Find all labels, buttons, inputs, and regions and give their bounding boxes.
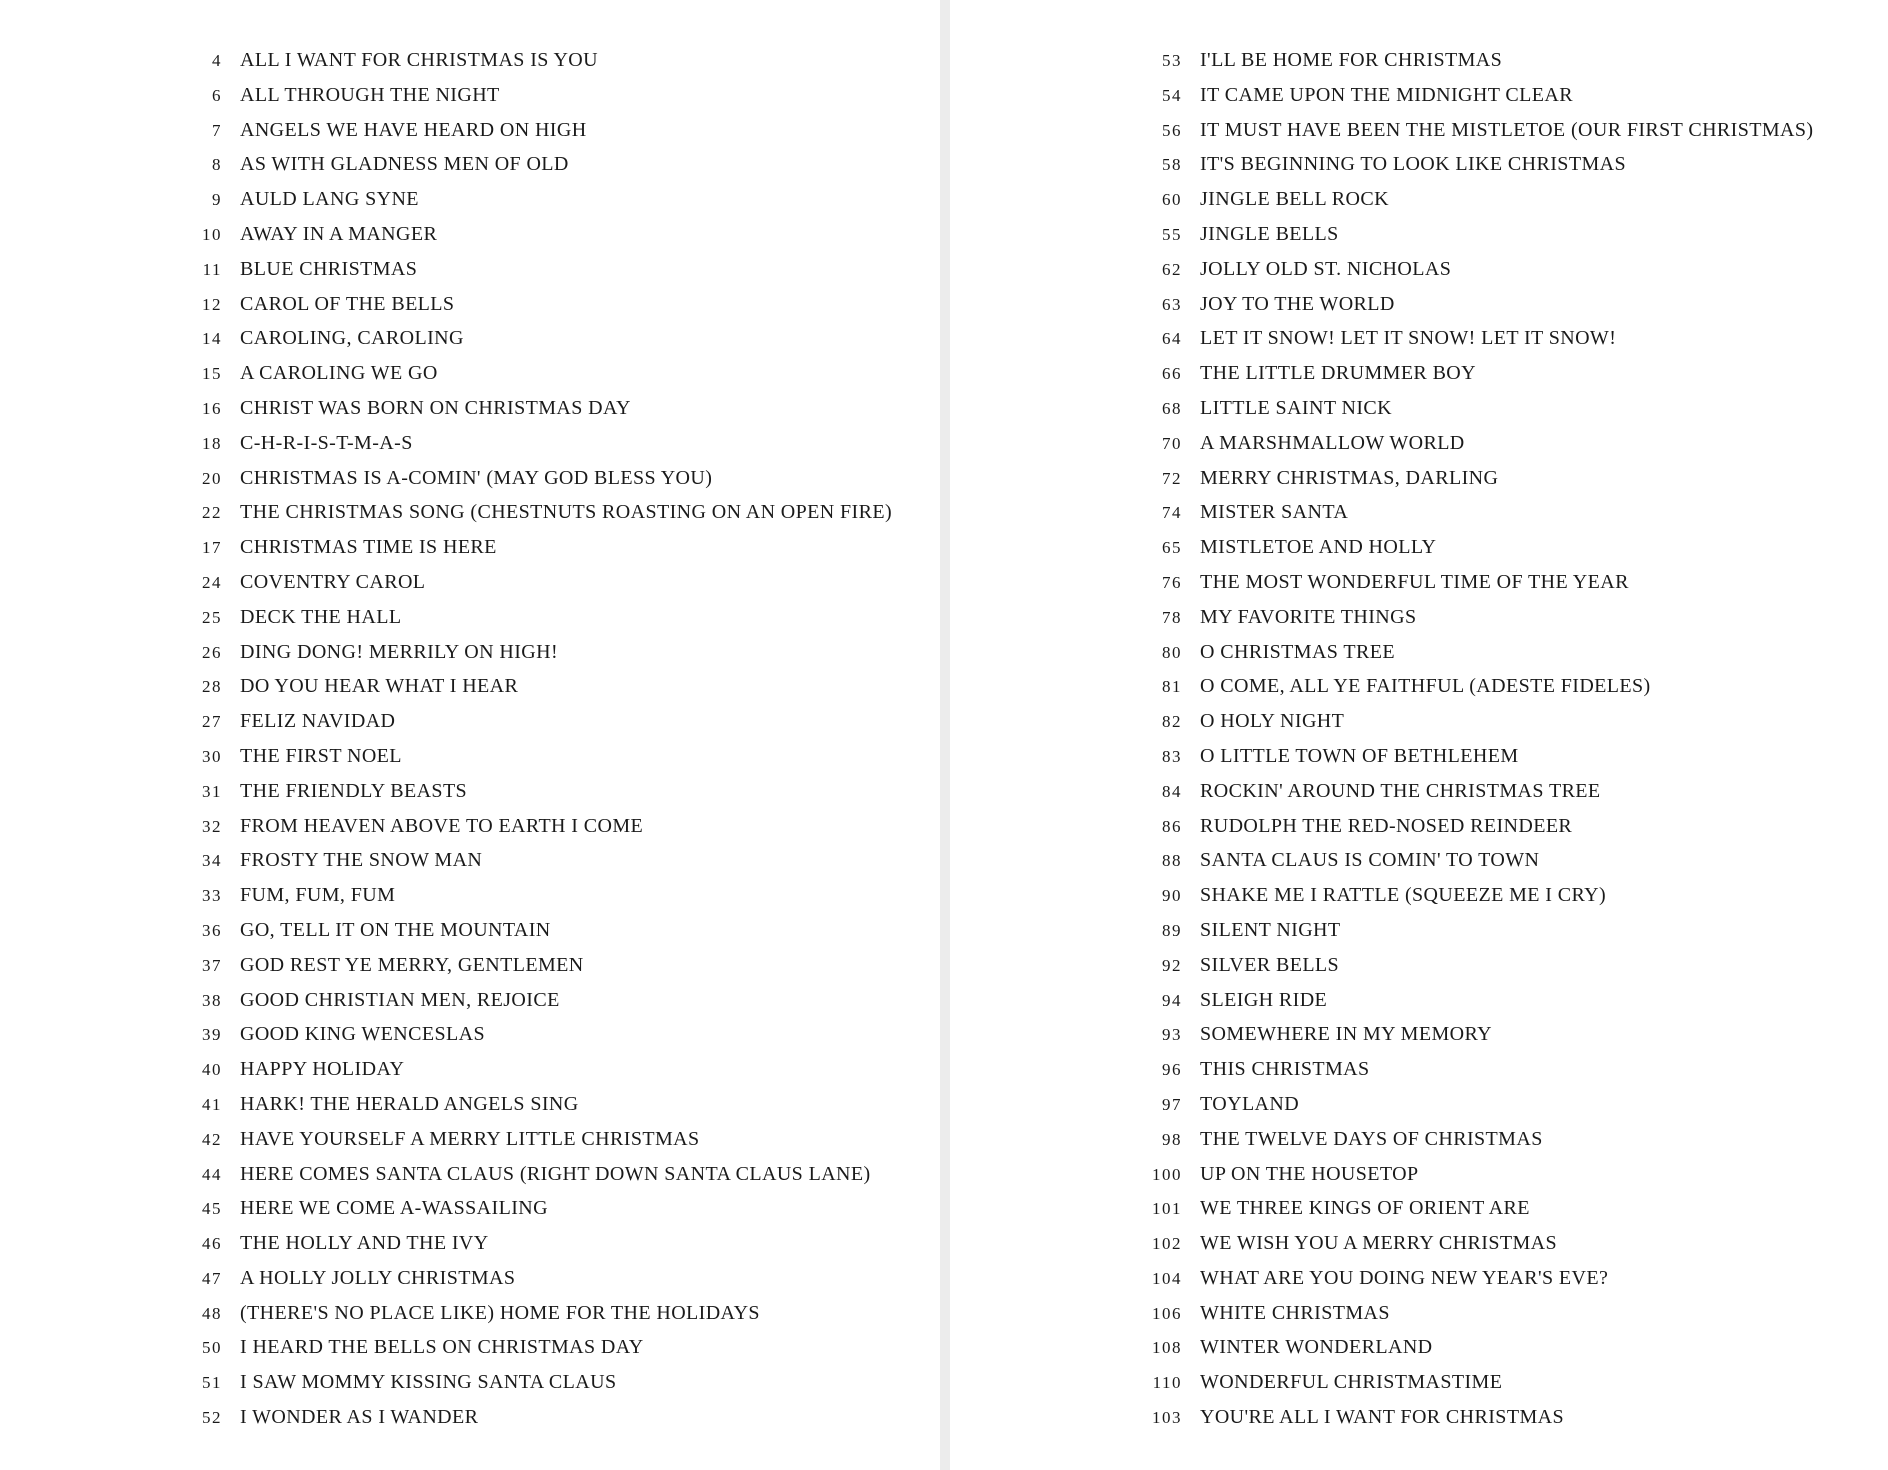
toc-entry[interactable] [180, 983, 892, 1018]
toc-entry[interactable] [1140, 356, 1813, 391]
toc-entry[interactable] [1140, 182, 1813, 217]
toc-song-title: AULD LANG SYNE [240, 188, 419, 211]
toc-song-title: A HOLLY JOLLY CHRISTMAS [240, 1266, 516, 1289]
toc-page-number: 70 [1162, 433, 1182, 453]
toc-page-number: 38 [202, 990, 222, 1010]
toc-song-title: COVENTRY CAROL [240, 570, 426, 593]
toc-song-title: FROSTY THE SNOW MAN [240, 849, 483, 872]
toc-entry[interactable] [180, 913, 892, 948]
toc-song-title: JOLLY OLD ST. NICHOLAS [1200, 257, 1452, 280]
toc-entry[interactable] [1140, 426, 1813, 461]
toc-page-number: 20 [202, 468, 222, 488]
toc-page-number: 47 [202, 1268, 222, 1288]
toc-song-title: THE FIRST NOEL [240, 744, 402, 767]
toc-page-number: 40 [202, 1060, 222, 1080]
toc-page-number: 98 [1162, 1129, 1182, 1149]
toc-page-number: 17 [202, 538, 222, 558]
toc-song-title: CAROLING, CAROLING [240, 327, 464, 350]
toc-page-number: 66 [1162, 364, 1182, 384]
toc-entry[interactable] [1140, 739, 1813, 774]
toc-page-number: 86 [1162, 816, 1182, 836]
toc-entry[interactable] [1140, 913, 1813, 948]
toc-page-number: 83 [1162, 746, 1182, 766]
toc-entry[interactable] [180, 1052, 892, 1087]
toc-song-title: THIS CHRISTMAS [1200, 1058, 1370, 1081]
toc-page-number: 12 [202, 294, 222, 314]
toc-entry[interactable] [1140, 1052, 1813, 1087]
toc-entry[interactable] [180, 948, 892, 983]
toc-entry[interactable] [180, 495, 892, 530]
toc-entry[interactable] [180, 843, 892, 878]
toc-song-title: HAVE YOURSELF A MERRY LITTLE CHRISTMAS [240, 1127, 700, 1150]
toc-entry[interactable] [180, 704, 892, 739]
toc-song-title: SLEIGH RIDE [1200, 988, 1328, 1011]
toc-song-title: C-H-R-I-S-T-M-A-S [240, 431, 413, 454]
toc-song-title: ALL I WANT FOR CHRISTMAS IS YOU [240, 49, 598, 71]
toc-page-number: 94 [1162, 990, 1182, 1010]
toc-song-title: O COME, ALL YE FAITHFUL (ADESTE FIDELES) [1200, 675, 1651, 698]
toc-song-title: A MARSHMALLOW WORLD [1200, 431, 1465, 454]
toc-song-title: DECK THE HALL [240, 605, 402, 628]
toc-song-title: SHAKE ME I RATTLE (SQUEEZE ME I CRY) [1200, 884, 1607, 907]
toc-page-number: 10 [202, 224, 222, 244]
toc-entry[interactable] [180, 600, 892, 635]
toc-page-number: 102 [1152, 1234, 1182, 1254]
toc-song-title: CAROL OF THE BELLS [240, 292, 455, 315]
toc-page-number: 78 [1162, 607, 1182, 627]
toc-entry[interactable] [1140, 43, 1813, 78]
toc-entry[interactable] [1140, 530, 1813, 565]
toc-entry[interactable] [180, 878, 892, 913]
toc-page-number: 55 [1162, 224, 1182, 244]
toc-page-number: 54 [1162, 85, 1182, 105]
toc-entry[interactable] [180, 1400, 892, 1435]
toc-song-title: THE LITTLE DRUMMER BOY [1200, 362, 1476, 385]
toc-song-title: UP ON THE HOUSETOP [1200, 1162, 1419, 1185]
toc-entry[interactable] [180, 1191, 892, 1226]
toc-entry[interactable] [1140, 1261, 1813, 1296]
toc-entry[interactable] [1140, 1017, 1813, 1052]
toc-song-title: HERE COMES SANTA CLAUS (RIGHT DOWN SANTA CLAUS LANE) [240, 1162, 871, 1185]
toc-page-number: 96 [1162, 1060, 1182, 1080]
toc-entry[interactable] [180, 530, 892, 565]
toc-song-title: A CAROLING WE GO [240, 362, 438, 385]
toc-song-title: O LITTLE TOWN OF BETHLEHEM [1200, 744, 1519, 767]
toc-entry[interactable] [1140, 1330, 1813, 1365]
toc-entry[interactable] [1140, 669, 1813, 704]
toc-song-title: THE MOST WONDERFUL TIME OF THE YEAR [1200, 570, 1629, 593]
toc-page-number: 8 [212, 155, 222, 175]
toc-song-title: MISTER SANTA [1200, 501, 1349, 524]
toc-page-number: 27 [202, 712, 222, 732]
toc-song-title: FUM, FUM, FUM [240, 884, 396, 907]
toc-song-title: LET IT SNOW! LET IT SNOW! LET IT SNOW! [1200, 327, 1617, 350]
toc-page-number: 64 [1162, 329, 1182, 349]
toc-entry[interactable] [180, 1365, 892, 1400]
toc-page-number: 28 [202, 677, 222, 697]
toc-song-title: GOOD KING WENCESLAS [240, 1023, 486, 1046]
toc-entry[interactable] [180, 78, 892, 113]
toc-entry[interactable] [1140, 287, 1813, 322]
toc-song-title: FROM HEAVEN ABOVE TO EARTH I COME [240, 814, 644, 837]
toc-page-number: 32 [202, 816, 222, 836]
toc-entry[interactable] [180, 669, 892, 704]
toc-song-title: MISTLETOE AND HOLLY [1200, 536, 1437, 559]
toc-page-number: 65 [1162, 538, 1182, 558]
toc-entry[interactable] [180, 809, 892, 844]
toc-list-right [1140, 43, 1813, 1435]
toc-song-title: FELIZ NAVIDAD [240, 710, 396, 733]
toc-page-number: 24 [202, 572, 222, 592]
toc-song-title: I HEARD THE BELLS ON CHRISTMAS DAY [240, 1336, 644, 1359]
toc-page-number: 76 [1162, 572, 1182, 592]
toc-entry[interactable] [180, 1330, 892, 1365]
toc-entry[interactable] [180, 1261, 892, 1296]
toc-entry[interactable] [1140, 1296, 1813, 1331]
toc-entry[interactable] [1140, 78, 1813, 113]
toc-entry[interactable] [1140, 948, 1813, 983]
toc-page-number: 63 [1162, 294, 1182, 314]
toc-song-title: WE WISH YOU A MERRY CHRISTMAS [1200, 1232, 1558, 1255]
toc-page-number: 80 [1162, 642, 1182, 662]
toc-page-number: 36 [202, 920, 222, 940]
toc-entry[interactable] [180, 1122, 892, 1157]
toc-page-number: 62 [1162, 259, 1182, 279]
toc-page-number: 58 [1162, 155, 1182, 175]
toc-page-number: 101 [1152, 1199, 1182, 1219]
toc-entry[interactable] [180, 356, 892, 391]
toc-entry[interactable] [1140, 391, 1813, 426]
toc-page-number: 9 [212, 190, 222, 210]
toc-page-number: 100 [1152, 1164, 1182, 1184]
toc-entry[interactable] [1140, 147, 1813, 182]
toc-song-title: O HOLY NIGHT [1200, 710, 1345, 733]
page-gutter [940, 0, 950, 1470]
toc-page-number: 89 [1162, 920, 1182, 940]
toc-song-title: MERRY CHRISTMAS, DARLING [1200, 466, 1499, 489]
toc-entry[interactable] [1140, 1400, 1813, 1435]
toc-page-number: 45 [202, 1199, 222, 1219]
toc-page-number: 93 [1162, 1025, 1182, 1045]
toc-song-title: HARK! THE HERALD ANGELS SING [240, 1092, 579, 1115]
toc-page-number: 74 [1162, 503, 1182, 523]
toc-page-number: 52 [202, 1408, 222, 1428]
toc-song-title: SOMEWHERE IN MY MEMORY [1200, 1023, 1492, 1046]
toc-entry[interactable] [180, 217, 892, 252]
toc-entry[interactable] [180, 1157, 892, 1192]
toc-entry[interactable] [180, 1226, 892, 1261]
toc-page-number: 26 [202, 642, 222, 662]
toc-entry[interactable] [1140, 843, 1813, 878]
toc-entry[interactable] [1140, 704, 1813, 739]
toc-page-number: 31 [202, 781, 222, 801]
toc-page-number: 108 [1152, 1338, 1182, 1358]
toc-entry[interactable] [180, 635, 892, 670]
toc-page-number: 51 [202, 1373, 222, 1393]
toc-song-title: ROCKIN' AROUND THE CHRISTMAS TREE [1200, 779, 1601, 802]
toc-song-title: WONDERFUL CHRISTMASTIME [1200, 1371, 1503, 1394]
toc-entry[interactable] [180, 1087, 892, 1122]
toc-song-title: WHAT ARE YOU DOING NEW YEAR'S EVE? [1200, 1266, 1609, 1289]
toc-song-title: WINTER WONDERLAND [1200, 1336, 1433, 1359]
toc-entry[interactable] [180, 461, 892, 496]
toc-song-title: YOU'RE ALL I WANT FOR CHRISTMAS [1200, 1406, 1565, 1429]
toc-song-title: JINGLE BELL ROCK [1200, 188, 1389, 211]
toc-page-number: 82 [1162, 712, 1182, 732]
toc-song-title: IT MUST HAVE BEEN THE MISTLETOE (OUR FIRST CHRISTMAS) [1200, 118, 1814, 141]
toc-entry[interactable] [180, 182, 892, 217]
toc-song-title: AS WITH GLADNESS MEN OF OLD [240, 153, 569, 176]
right-page [950, 0, 1888, 1470]
toc-entry[interactable] [180, 252, 892, 287]
toc-song-title: JOY TO THE WORLD [1200, 292, 1395, 315]
toc-song-title: CHRIST WAS BORN ON CHRISTMAS DAY [240, 396, 631, 419]
toc-entry[interactable] [180, 391, 892, 426]
toc-page-number: 56 [1162, 120, 1182, 140]
toc-page-number: 25 [202, 607, 222, 627]
toc-entry[interactable] [180, 739, 892, 774]
toc-song-title: WE THREE KINGS OF ORIENT ARE [1200, 1197, 1530, 1220]
toc-song-title: (THERE'S NO PLACE LIKE) HOME FOR THE HOLIDAYS [240, 1301, 760, 1324]
toc-entry[interactable] [1140, 1365, 1813, 1400]
toc-page-number: 39 [202, 1025, 222, 1045]
toc-page-number: 34 [202, 851, 222, 871]
toc-page-number: 15 [202, 364, 222, 384]
toc-entry[interactable] [180, 426, 892, 461]
toc-entry[interactable] [180, 113, 892, 148]
toc-page-number: 60 [1162, 190, 1182, 210]
toc-entry[interactable] [180, 565, 892, 600]
toc-page-number: 103 [1152, 1408, 1182, 1428]
toc-page-number: 92 [1162, 955, 1182, 975]
toc-entry[interactable] [180, 287, 892, 322]
toc-page-number: 106 [1152, 1303, 1182, 1323]
toc-song-title: I WONDER AS I WANDER [240, 1406, 479, 1429]
toc-song-title: THE CHRISTMAS SONG (CHESTNUTS ROASTING ON AN OPEN FIRE) [240, 501, 893, 524]
toc-page-number: 88 [1162, 851, 1182, 871]
toc-entry[interactable] [1140, 983, 1813, 1018]
toc-entry[interactable] [1140, 635, 1813, 670]
toc-entry[interactable] [1140, 252, 1813, 287]
toc-song-title: RUDOLPH THE RED-NOSED REINDEER [1200, 814, 1573, 837]
toc-song-title: GOD REST YE MERRY, GENTLEMEN [240, 953, 584, 976]
toc-page-number: 33 [202, 886, 222, 906]
left-page [0, 0, 940, 1470]
toc-entry[interactable] [1140, 461, 1813, 496]
toc-page-number: 37 [202, 955, 222, 975]
toc-entry[interactable] [1140, 217, 1813, 252]
toc-song-title: GOOD CHRISTIAN MEN, REJOICE [240, 988, 560, 1011]
toc-entry[interactable] [1140, 600, 1813, 635]
toc-entry[interactable] [1140, 1157, 1813, 1192]
toc-entry[interactable] [1140, 809, 1813, 844]
toc-page-number: 11 [202, 259, 222, 279]
toc-list-left [180, 43, 892, 1435]
toc-page-number: 4 [212, 51, 222, 70]
toc-entry[interactable] [1140, 1122, 1813, 1157]
toc-song-title: THE HOLLY AND THE IVY [240, 1232, 489, 1255]
toc-entry[interactable] [180, 321, 892, 356]
toc-song-title: WHITE CHRISTMAS [1200, 1301, 1390, 1324]
toc-song-title: CHRISTMAS TIME IS HERE [240, 536, 497, 559]
toc-page-number: 53 [1162, 51, 1182, 70]
toc-entry[interactable] [180, 147, 892, 182]
toc-page-number: 41 [202, 1094, 222, 1114]
toc-song-title: SANTA CLAUS IS COMIN' TO TOWN [1200, 849, 1540, 872]
toc-page-number: 42 [202, 1129, 222, 1149]
toc-page-number: 72 [1162, 468, 1182, 488]
toc-song-title: GO, TELL IT ON THE MOUNTAIN [240, 918, 551, 941]
toc-song-title: IT CAME UPON THE MIDNIGHT CLEAR [1200, 83, 1573, 106]
toc-page-number: 84 [1162, 781, 1182, 801]
toc-page-number: 44 [202, 1164, 222, 1184]
toc-page-number: 16 [202, 398, 222, 418]
toc-page-number: 18 [202, 433, 222, 453]
toc-entry[interactable] [1140, 321, 1813, 356]
toc-song-title: ANGELS WE HAVE HEARD ON HIGH [240, 118, 587, 141]
toc-song-title: ALL THROUGH THE NIGHT [240, 83, 500, 106]
toc-entry[interactable] [1140, 774, 1813, 809]
toc-song-title: SILENT NIGHT [1200, 918, 1341, 941]
toc-page-number: 110 [1152, 1373, 1182, 1393]
toc-page-number: 14 [202, 329, 222, 349]
toc-entry[interactable] [180, 43, 892, 78]
toc-song-title: THE TWELVE DAYS OF CHRISTMAS [1200, 1127, 1543, 1150]
toc-entry[interactable] [1140, 1226, 1813, 1261]
toc-entry[interactable] [1140, 878, 1813, 913]
toc-song-title: HERE WE COME A-WASSAILING [240, 1197, 548, 1220]
toc-song-title: O CHRISTMAS TREE [1200, 640, 1395, 663]
toc-page-number: 81 [1162, 677, 1182, 697]
toc-entry[interactable] [1140, 113, 1813, 148]
toc-song-title: DING DONG! MERRILY ON HIGH! [240, 640, 559, 663]
toc-page-number: 50 [202, 1338, 222, 1358]
toc-page-number: 90 [1162, 886, 1182, 906]
toc-song-title: LITTLE SAINT NICK [1200, 396, 1392, 419]
toc-song-title: DO YOU HEAR WHAT I HEAR [240, 675, 519, 698]
toc-page-number: 97 [1162, 1094, 1182, 1114]
toc-entry[interactable] [1140, 495, 1813, 530]
toc-entry[interactable] [1140, 565, 1813, 600]
toc-page-number: 68 [1162, 398, 1182, 418]
toc-song-title: MY FAVORITE THINGS [1200, 605, 1417, 628]
toc-page-number: 30 [202, 746, 222, 766]
toc-song-title: I SAW MOMMY KISSING SANTA CLAUS [240, 1371, 617, 1394]
toc-page-number: 6 [212, 85, 222, 105]
toc-song-title: CHRISTMAS IS A-COMIN' (MAY GOD BLESS YOU) [240, 466, 713, 489]
toc-entry[interactable] [1140, 1087, 1813, 1122]
toc-page-number: 104 [1152, 1268, 1182, 1288]
toc-song-title: SILVER BELLS [1200, 953, 1340, 976]
toc-entry[interactable] [180, 1296, 892, 1331]
toc-song-title: I'LL BE HOME FOR CHRISTMAS [1200, 49, 1503, 71]
toc-song-title: IT'S BEGINNING TO LOOK LIKE CHRISTMAS [1200, 153, 1626, 176]
toc-entry[interactable] [1140, 1191, 1813, 1226]
toc-page-number: 22 [202, 503, 222, 523]
toc-page-number: 48 [202, 1303, 222, 1323]
toc-entry[interactable] [180, 1017, 892, 1052]
toc-song-title: JINGLE BELLS [1200, 222, 1339, 245]
toc-entry[interactable] [180, 774, 892, 809]
toc-song-title: TOYLAND [1200, 1092, 1300, 1115]
toc-song-title: THE FRIENDLY BEASTS [240, 779, 468, 802]
toc-song-title: BLUE CHRISTMAS [240, 257, 418, 280]
toc-song-title: AWAY IN A MANGER [240, 222, 438, 245]
toc-page-number: 7 [212, 120, 222, 140]
toc-song-title: HAPPY HOLIDAY [240, 1058, 405, 1081]
toc-page-number: 46 [202, 1234, 222, 1254]
